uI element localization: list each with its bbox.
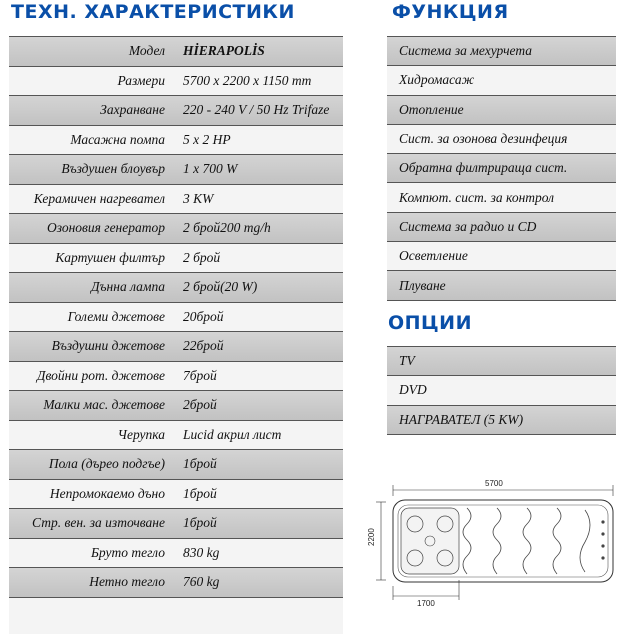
hot-tub-diagram (355, 472, 620, 612)
spec-label: Непромокаемо дъно (49, 485, 165, 501)
spec-row (9, 184, 343, 214)
spec-label: Бруто тегло (90, 544, 165, 560)
spec-value: 760 kg (183, 574, 220, 590)
spec-value: 1брой (183, 456, 217, 472)
spec-label: Въздушен блоувър (61, 161, 165, 177)
spec-row (9, 213, 343, 243)
function-item: Обратна филтрираща сист. (387, 153, 616, 182)
spec-value: 1брой (183, 515, 217, 531)
options-list (387, 346, 616, 435)
spec-row (9, 538, 343, 568)
spec-value: 2брой (183, 397, 217, 413)
options-heading: ОПЦИИ (388, 312, 472, 334)
spec-value: 1 x 700 W (183, 161, 238, 177)
spec-value: 220 - 240 V / 50 Hz Trifaze (183, 102, 330, 118)
spec-row (9, 272, 343, 302)
option-item: TV (387, 346, 616, 375)
function-item: Компют. сист. за контрол (387, 182, 616, 211)
spec-row (9, 449, 343, 479)
spec-row (9, 508, 343, 538)
spec-row (9, 331, 343, 361)
spec-label: Големи джетове (67, 308, 165, 324)
spec-label: Масажна помпа (70, 131, 165, 147)
spec-row (9, 390, 343, 420)
function-item: Система за радио и CD (387, 212, 616, 241)
spec-label: Дънна лампа (90, 279, 165, 295)
spec-value: HİERAPOLİS (183, 43, 265, 59)
spec-value: 5700 x 2200 x 1150 mm (183, 72, 312, 88)
functions-heading: ФУНКЦИЯ (392, 1, 509, 23)
spec-label: Пола (дърео подгъе) (48, 456, 165, 472)
function-list-end (387, 300, 616, 301)
function-item: Осветление (387, 241, 616, 270)
spec-label: Озоновия генератор (47, 220, 165, 236)
option-item: DVD (387, 375, 616, 404)
spec-value: 2 брой200 mg/h (183, 220, 271, 236)
spec-row (9, 302, 343, 332)
spec-row (9, 567, 343, 597)
spec-row (9, 479, 343, 509)
spec-value: 22брой (183, 338, 224, 354)
spec-label: Захранване (100, 102, 165, 118)
spec-value: 5 x 2 HP (183, 131, 231, 147)
section-dimension: 1700 (417, 599, 435, 608)
spec-label: Керамичен нагревател (33, 190, 165, 206)
spec-value: 2 брой(20 W) (183, 279, 258, 295)
spec-label: Черупка (117, 426, 165, 442)
spec-row (9, 125, 343, 155)
spec-row (9, 95, 343, 125)
function-item: Сист. за озонова дезинфеция (387, 124, 616, 153)
specs-table (9, 36, 343, 634)
spec-label: Модел (128, 43, 165, 59)
spec-value: 830 kg (183, 544, 220, 560)
option-list-end (387, 434, 616, 435)
spec-value: Lucid акрил лист (183, 426, 282, 442)
spec-row (9, 66, 343, 96)
spec-label: Стр. вен. за източване (32, 515, 165, 531)
spec-row (9, 36, 343, 66)
spec-value: 2 брой (183, 249, 221, 265)
spec-label: Нетно тегло (89, 574, 165, 590)
function-item: Система за мехурчета (387, 36, 616, 65)
function-item: Хидромасаж (387, 65, 616, 94)
functions-list (387, 36, 616, 301)
spec-label: Двойни рот. джетове (36, 367, 165, 383)
spec-row (9, 243, 343, 273)
spec-label: Въздушни джетове (51, 338, 165, 354)
spec-value: 3 KW (183, 190, 214, 206)
function-item: Отопление (387, 95, 616, 124)
specs-heading: ТЕХН. ХАРАКТЕРИСТИКИ (11, 1, 295, 23)
spec-value: 7брой (183, 367, 217, 383)
spec-value: 20брой (183, 308, 224, 324)
function-item: Плуване (387, 270, 616, 299)
spec-row (9, 154, 343, 184)
spec-label: Картушен филтър (55, 249, 165, 265)
width-dimension: 2200 (367, 528, 376, 546)
spec-label: Размери (117, 72, 165, 88)
spec-label: Малки мас. джетове (43, 397, 165, 413)
spec-row (9, 361, 343, 391)
spec-row (9, 420, 343, 450)
length-dimension: 5700 (485, 479, 503, 488)
spec-value: 1брой (183, 485, 217, 501)
option-item: НАГРАВАТЕЛ (5 KW) (387, 405, 616, 434)
spec-table-end (9, 597, 343, 634)
